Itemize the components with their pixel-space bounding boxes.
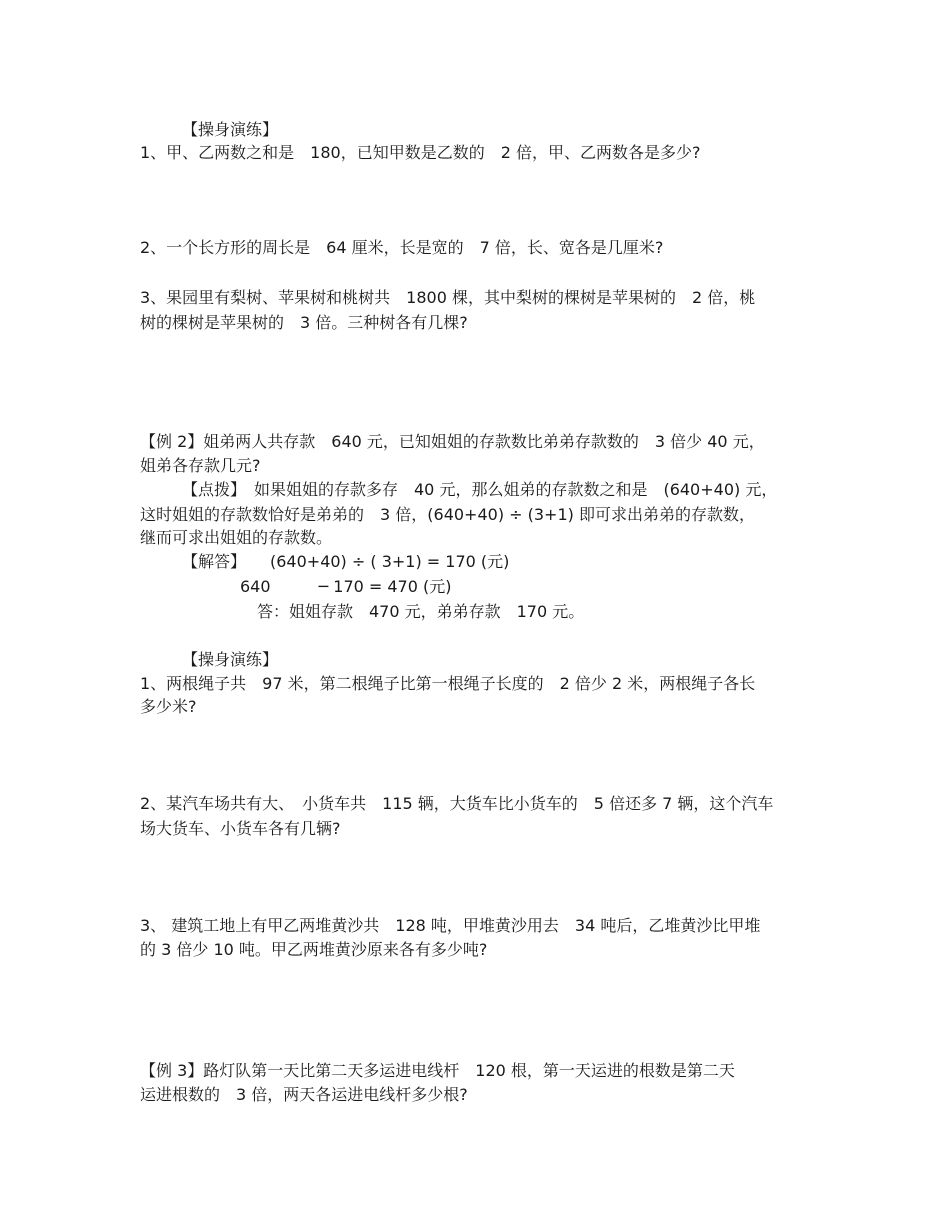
text-line-hint-l1: 【点拨】 如果姐姐的存款多存 40 元，那么姐弟的存款数之和是 (640+40) 元， [182,480,778,499]
text-line-practice1-heading: 【操身演练】 [182,120,279,139]
text-line-p2-q3-l2: 的 3 倍少 10 吨。甲乙两堆黄沙原来各有多少吨? [140,940,488,959]
text-line-answer-l2: 640 ─ 170 = 470 (元) [240,577,452,596]
text-line-p2-q1-l2: 多少米? [140,697,197,716]
text-line-practice2-heading: 【操身演练】 [182,650,279,669]
text-line-p2-q1-l1: 1、两根绳子共 97 米，第二根绳子比第一根绳子长度的 2 倍少 2 米，两根绳子各长 [140,674,756,693]
text-line-p1-q3-l1: 3、果园里有梨树、苹果树和桃树共 1800 棵，其中梨树的棵树是苹果树的 2 倍，桃 [140,288,756,307]
text-line-ex3-l2: 运进根数的 3 倍，两天各运进电线杆多少根? [140,1085,468,1104]
text-line-ex2-l1: 【例 2】姐弟两人共存款 640 元，已知姐姐的存款数比弟弟存款数的 3 倍少 40 元， [140,432,765,451]
text-line-ex2-l2: 姐弟各存款几元? [140,456,261,475]
text-line-ex3-l1: 【例 3】路灯队第一天比第二天多运进电线杆 120 根，第一天运进的根数是第二天 [140,1061,735,1080]
text-line-hint-l3: 继而可求出姐姐的存款数。 [140,528,333,547]
text-line-hint-l2: 这时姐姐的存款数恰好是弟弟的 3 倍，(640+40) ÷ (3+1) 即可求出弟弟的存款数， [140,505,755,524]
text-line-p2-q3-l1: 3、 建筑工地上有甲乙两堆黄沙共 128 吨，甲堆黄沙用去 34 吨后，乙堆黄沙比甲堆 [140,916,761,935]
text-line-p1-q1: 1、甲、乙两数之和是 180，已知甲数是乙数的 2 倍，甲、乙两数各是多少? [140,143,701,162]
text-line-p2-q2-l2: 场大货车、小货车各有几辆? [140,819,341,838]
text-line-answer-l1: 【解答】 (640+40) ÷ ( 3+1) = 170 (元) [182,552,510,571]
text-line-p1-q2: 2、一个长方形的周长是 64 厘米，长是宽的 7 倍，长、宽各是几厘米? [140,238,664,257]
text-line-p1-q3-l2: 树的棵树是苹果树的 3 倍。三种树各有几棵? [140,313,468,332]
text-line-p2-q2-l1: 2、某汽车场共有大、 小货车共 115 辆，大货车比小货车的 5 倍还多 7 辆，这个汽车 [140,794,774,813]
text-line-answer-l3: 答：姐姐存款 470 元，弟弟存款 170 元。 [257,602,585,621]
